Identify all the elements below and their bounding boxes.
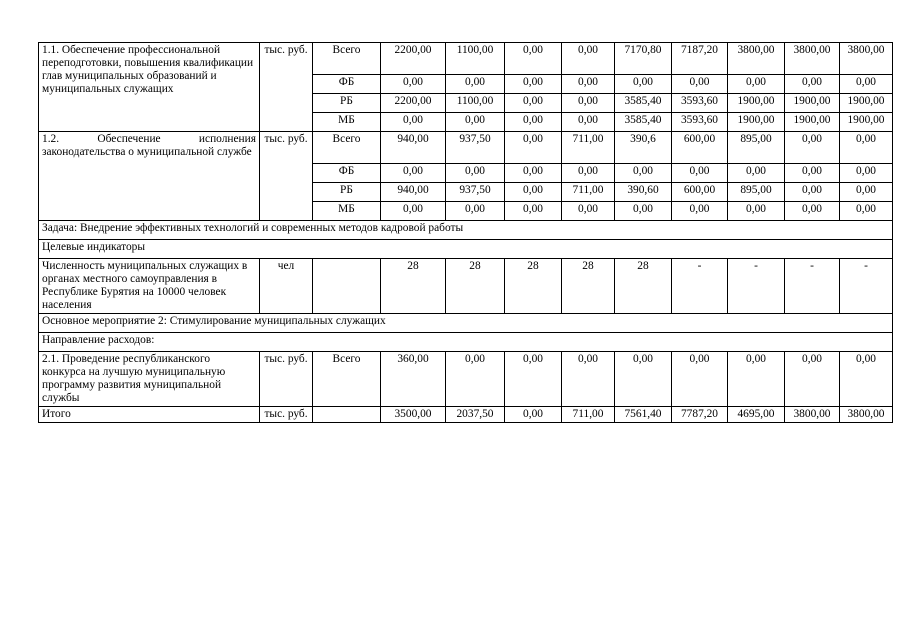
value-cell: 3585,40 bbox=[615, 113, 672, 132]
value-cell: 711,00 bbox=[562, 132, 615, 164]
value-cell: 1900,00 bbox=[728, 94, 785, 113]
value-cell: 0,00 bbox=[562, 94, 615, 113]
value-cell: 0,00 bbox=[785, 202, 840, 221]
row-description: 1.2. Обеспечение исполнения законодательства о муниципальной службе bbox=[39, 132, 260, 221]
funding-source: Всего bbox=[313, 352, 381, 407]
value-cell: 3800,00 bbox=[840, 407, 893, 423]
value-cell: - bbox=[728, 259, 785, 314]
value-cell: 0,00 bbox=[505, 43, 562, 75]
value-cell: 0,00 bbox=[785, 183, 840, 202]
value-cell: 0,00 bbox=[446, 113, 505, 132]
value-cell: 895,00 bbox=[728, 132, 785, 164]
value-cell: 600,00 bbox=[672, 132, 728, 164]
funding-source: ФБ bbox=[313, 75, 381, 94]
row-unit: тыс. руб. bbox=[260, 352, 313, 407]
value-cell: 360,00 bbox=[381, 352, 446, 407]
value-cell: 0,00 bbox=[615, 202, 672, 221]
value-cell: 937,50 bbox=[446, 132, 505, 164]
value-cell: 0,00 bbox=[672, 164, 728, 183]
value-cell: 0,00 bbox=[381, 113, 446, 132]
section-row bbox=[39, 240, 893, 259]
table-row bbox=[39, 352, 893, 407]
value-cell: 0,00 bbox=[728, 75, 785, 94]
value-cell: 28 bbox=[505, 259, 562, 314]
row-description: 2.1. Проведение республиканского конкурса на лучшую муниципальную программу развития муниципальной службы bbox=[39, 352, 260, 407]
value-cell: 3585,40 bbox=[615, 94, 672, 113]
value-cell: 1100,00 bbox=[446, 43, 505, 75]
value-cell: - bbox=[672, 259, 728, 314]
value-cell: 0,00 bbox=[840, 164, 893, 183]
value-cell: 0,00 bbox=[615, 352, 672, 407]
value-cell: 0,00 bbox=[505, 94, 562, 113]
value-cell: 7787,20 bbox=[672, 407, 728, 423]
value-cell: 1100,00 bbox=[446, 94, 505, 113]
value-cell: 0,00 bbox=[562, 202, 615, 221]
value-cell: 0,00 bbox=[672, 75, 728, 94]
value-cell: 0,00 bbox=[728, 164, 785, 183]
row-description: Численность муниципальных служащих в органах местного самоуправления в Республике Бурятия на 10000 человек населения bbox=[39, 259, 260, 314]
value-cell: 940,00 bbox=[381, 183, 446, 202]
value-cell: 1900,00 bbox=[840, 94, 893, 113]
value-cell: 28 bbox=[562, 259, 615, 314]
section-title: Задача: Внедрение эффективных технологий и современных методов кадровой работы bbox=[39, 221, 893, 240]
section-title: Основное мероприятие 2: Стимулирование муниципальных служащих bbox=[39, 314, 893, 333]
value-cell: 0,00 bbox=[505, 407, 562, 423]
value-cell: 895,00 bbox=[728, 183, 785, 202]
row-unit: тыс. руб. bbox=[260, 43, 313, 132]
value-cell: 0,00 bbox=[446, 202, 505, 221]
value-cell: 0,00 bbox=[381, 164, 446, 183]
value-cell: 2037,50 bbox=[446, 407, 505, 423]
section-row bbox=[39, 333, 893, 352]
value-cell: 0,00 bbox=[840, 352, 893, 407]
value-cell: 0,00 bbox=[728, 352, 785, 407]
value-cell: - bbox=[840, 259, 893, 314]
funding-source: МБ bbox=[313, 202, 381, 221]
value-cell: 0,00 bbox=[785, 75, 840, 94]
value-cell: 390,6 bbox=[615, 132, 672, 164]
value-cell: 0,00 bbox=[562, 43, 615, 75]
value-cell: 3500,00 bbox=[381, 407, 446, 423]
budget-table bbox=[38, 42, 893, 423]
row-unit: тыс. руб. bbox=[260, 132, 313, 221]
value-cell: 0,00 bbox=[840, 202, 893, 221]
value-cell: 28 bbox=[381, 259, 446, 314]
value-cell: 0,00 bbox=[840, 75, 893, 94]
value-cell: 0,00 bbox=[381, 75, 446, 94]
value-cell: 940,00 bbox=[381, 132, 446, 164]
value-cell: 7187,20 bbox=[672, 43, 728, 75]
section-title: Целевые индикаторы bbox=[39, 240, 893, 259]
value-cell: 0,00 bbox=[615, 164, 672, 183]
value-cell: 2200,00 bbox=[381, 43, 446, 75]
value-cell: 0,00 bbox=[562, 75, 615, 94]
value-cell: 0,00 bbox=[505, 113, 562, 132]
value-cell: 0,00 bbox=[728, 202, 785, 221]
row-unit: тыс. руб. bbox=[260, 407, 313, 423]
row-description: Итого bbox=[39, 407, 260, 423]
value-cell: 0,00 bbox=[446, 164, 505, 183]
value-cell: 3800,00 bbox=[728, 43, 785, 75]
funding-source: РБ bbox=[313, 94, 381, 113]
funding-source: Всего bbox=[313, 132, 381, 164]
value-cell: 0,00 bbox=[505, 75, 562, 94]
value-cell: 0,00 bbox=[672, 202, 728, 221]
value-cell: 4695,00 bbox=[728, 407, 785, 423]
value-cell: 390,60 bbox=[615, 183, 672, 202]
value-cell: 3800,00 bbox=[785, 407, 840, 423]
section-row bbox=[39, 314, 893, 333]
value-cell: 711,00 bbox=[562, 183, 615, 202]
value-cell: 937,50 bbox=[446, 183, 505, 202]
value-cell: 3593,60 bbox=[672, 94, 728, 113]
value-cell: 0,00 bbox=[840, 183, 893, 202]
value-cell: 0,00 bbox=[505, 164, 562, 183]
value-cell: 600,00 bbox=[672, 183, 728, 202]
value-cell: 0,00 bbox=[381, 202, 446, 221]
value-cell: 0,00 bbox=[562, 352, 615, 407]
value-cell: - bbox=[785, 259, 840, 314]
section-title: Направление расходов: bbox=[39, 333, 893, 352]
value-cell: 1900,00 bbox=[785, 94, 840, 113]
funding-source bbox=[313, 259, 381, 314]
funding-source: РБ bbox=[313, 183, 381, 202]
value-cell: 0,00 bbox=[505, 202, 562, 221]
value-cell: 0,00 bbox=[672, 352, 728, 407]
funding-source: МБ bbox=[313, 113, 381, 132]
value-cell: 0,00 bbox=[615, 75, 672, 94]
value-cell: 711,00 bbox=[562, 407, 615, 423]
value-cell: 28 bbox=[615, 259, 672, 314]
value-cell: 7561,40 bbox=[615, 407, 672, 423]
value-cell: 0,00 bbox=[446, 75, 505, 94]
funding-source: ФБ bbox=[313, 164, 381, 183]
value-cell: 2200,00 bbox=[381, 94, 446, 113]
value-cell: 0,00 bbox=[562, 113, 615, 132]
funding-source: Всего bbox=[313, 43, 381, 75]
value-cell: 0,00 bbox=[505, 352, 562, 407]
row-unit: чел bbox=[260, 259, 313, 314]
value-cell: 1900,00 bbox=[785, 113, 840, 132]
value-cell: 0,00 bbox=[562, 164, 615, 183]
section-row bbox=[39, 221, 893, 240]
value-cell: 0,00 bbox=[505, 132, 562, 164]
value-cell: 0,00 bbox=[840, 132, 893, 164]
value-cell: 3800,00 bbox=[785, 43, 840, 75]
value-cell: 0,00 bbox=[785, 132, 840, 164]
funding-source bbox=[313, 407, 381, 423]
table-row bbox=[39, 43, 893, 75]
value-cell: 0,00 bbox=[505, 183, 562, 202]
table-row bbox=[39, 132, 893, 164]
value-cell: 1900,00 bbox=[840, 113, 893, 132]
table-body bbox=[39, 43, 893, 423]
value-cell: 0,00 bbox=[785, 164, 840, 183]
table-row bbox=[39, 407, 893, 423]
value-cell: 1900,00 bbox=[728, 113, 785, 132]
value-cell: 0,00 bbox=[446, 352, 505, 407]
value-cell: 3593,60 bbox=[672, 113, 728, 132]
value-cell: 3800,00 bbox=[840, 43, 893, 75]
table-row bbox=[39, 259, 893, 314]
row-description: 1.1. Обеспечение профессиональной переподготовки, повышения квалификации глав муниципальных образований и муниципальных служащих bbox=[39, 43, 260, 132]
value-cell: 7170,80 bbox=[615, 43, 672, 75]
value-cell: 28 bbox=[446, 259, 505, 314]
value-cell: 0,00 bbox=[785, 352, 840, 407]
